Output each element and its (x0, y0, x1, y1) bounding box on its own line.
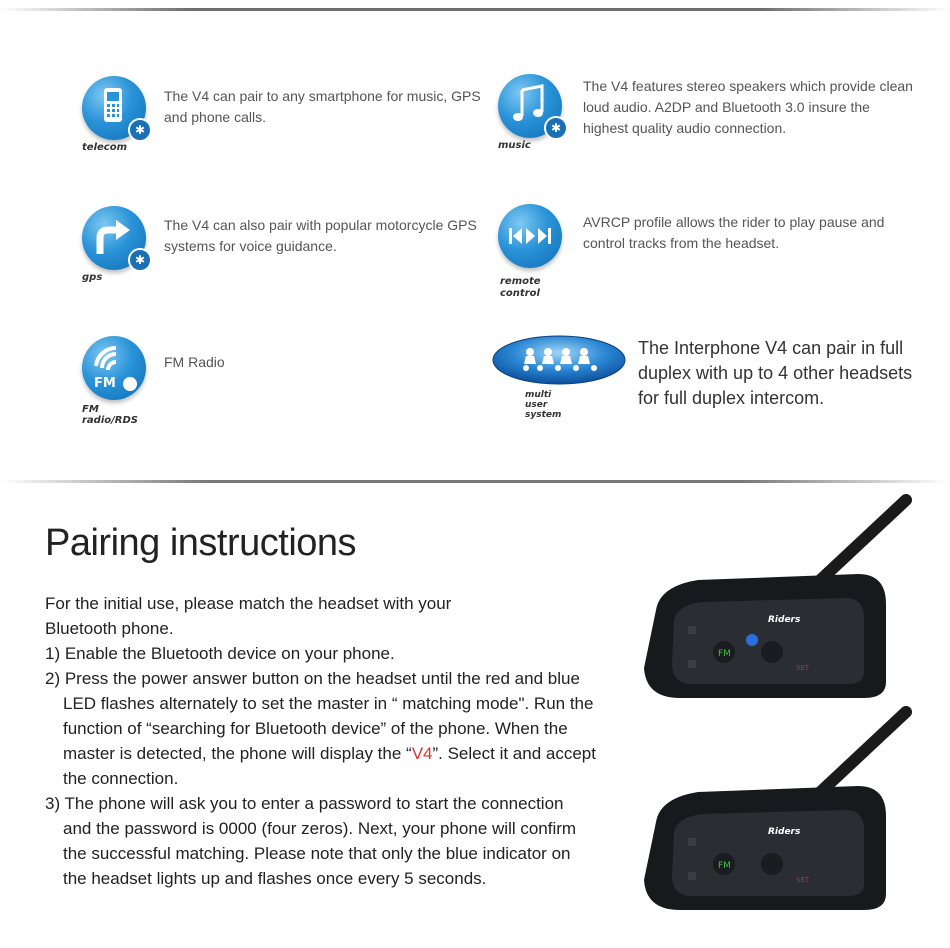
top-divider (0, 8, 950, 11)
step-2 (45, 666, 615, 791)
svg-text:Riders: Riders (768, 615, 801, 625)
media-controls-icon (498, 204, 570, 276)
feature-text: The V4 can also pair with popular motorcycle GPS systems for voice guidance. (164, 217, 477, 254)
intro-text: For the initial use, please match the headset with your Bluetooth phone. (45, 594, 452, 638)
svg-text:SET: SET (796, 664, 810, 672)
feature-caption: control (500, 288, 540, 299)
pairing-instructions (45, 591, 615, 891)
headset-device-top (638, 494, 918, 700)
turn-arrow-icon (82, 206, 154, 278)
step-2-text-end: ”. Select it and accept the connection. (63, 744, 596, 788)
feature-caption: remote (500, 276, 541, 287)
bluetooth-icon: ✱ (128, 248, 152, 272)
section-title: Pairing instructions (45, 522, 357, 564)
feature-caption: music (498, 140, 531, 151)
feature-caption: telecom (82, 142, 127, 153)
music-note-icon (498, 74, 570, 146)
feature-caption: multi user system (525, 390, 562, 420)
feature-caption: gps (82, 272, 103, 283)
svg-text:Riders: Riders (768, 827, 801, 837)
feature-text: AVRCP profile allows the rider to play pause and control tracks from the headset. (583, 214, 885, 251)
headset-device-bottom (638, 702, 918, 914)
middle-divider (0, 480, 950, 483)
svg-text:SET: SET (796, 876, 810, 884)
bluetooth-icon: ✱ (128, 118, 152, 142)
feature-caption: FM radio/RDS (82, 404, 138, 426)
multi-rider-icon (492, 334, 627, 386)
phone-icon (82, 76, 154, 148)
feature-text: The V4 can pair to any smartphone for music, GPS and phone calls. (164, 88, 481, 125)
fm-radio-icon (82, 336, 154, 408)
svg-text:FM: FM (718, 861, 731, 871)
svg-text:FM: FM (718, 649, 731, 659)
feature-text: The Interphone V4 can pair in full duplex with up to 4 other headsets for full duplex intercom. (638, 338, 913, 408)
step-2-text: 2) Press the power answer button on the headset until the red and blue LED flashes alternately to set the master in “ matching mode". Run the function of “searching for Bluetooth device” of the phone. When the master is detected, the phone will display the “ (45, 669, 594, 763)
feature-text: FM Radio (164, 354, 225, 370)
step-3: 3) The phone will ask you to enter a password to start the connection and the password is 0000 (four zeros). Next, your phone will confirm the successful matching. Please note that only the blue indicator on the headset lights up and flashes once every 5 seconds. (45, 794, 577, 888)
feature-text: The V4 features stereo speakers which provide clean loud audio. A2DP and Bluetooth 3.0 insure the highest quality audio connection. (583, 78, 913, 136)
device-name-highlight: V4 (411, 744, 433, 763)
bluetooth-icon: ✱ (544, 116, 568, 140)
step-1: 1) Enable the Bluetooth device on your phone. (45, 644, 395, 663)
fm-badge: FM (94, 376, 116, 391)
